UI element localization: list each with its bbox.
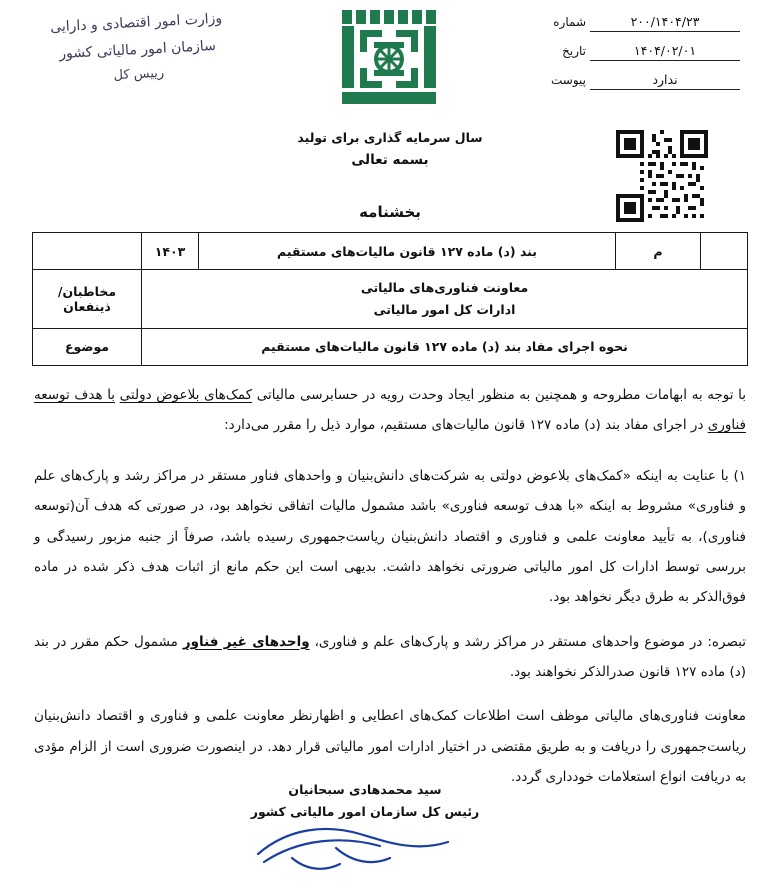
cell-subject-heading: بند (د) ماده ۱۲۷ قانون مالیات‌های مستقیم (199, 233, 616, 270)
cell-year-spacer (33, 233, 142, 270)
cell-year: ۱۴۰۳ (142, 233, 199, 270)
audience-line-1: معاونت فناوری‌های مالیاتی (360, 280, 529, 295)
signature-block (0, 782, 780, 882)
paragraph-note (34, 627, 746, 688)
cell-classification: م (616, 233, 701, 270)
header-field-number-label: شماره (553, 15, 586, 29)
organization-logo (335, 8, 445, 108)
audience-line-2: ادارات کل امور مالیاتی (373, 301, 516, 317)
table-row (33, 328, 748, 365)
intro-underline-2: با هدف توسعه فناوری (34, 387, 746, 434)
signatory-title: رئیس کل سازمان امور مالیاتی کشور (250, 804, 480, 819)
header-field-number-value: ۲۰۰/۱۴۰۴/۲۳ (590, 14, 740, 32)
intro-underline-1: کمک‌های بلاعوض دولتی (119, 387, 253, 403)
header-field-number (540, 14, 740, 32)
header-field-date-label: تاریخ (562, 44, 586, 58)
header-field-attachment-value: ندارد (590, 72, 740, 90)
document-body (34, 380, 746, 807)
basmala: بسمه تعالی (351, 152, 429, 168)
year-slogan: سال سرمایه گذاری برای تولید (297, 130, 483, 145)
paragraph-clause-1: ۱) با عنایت به اینکه «کمک‌های بلاعوض دولتی به شرکت‌های دانش‌بنیان و واحدهای فناور مستقر در مراکز رشد و پارک‌های علم و فناوری» مشروط به اینکه «با هدف توسعه فناوری» باشد مشمول مالیات اتفاقی نخواهد بود، در صورتی که هدف آن(توسعه فناوری)، به تأیید معاونت علمی و فناوری و اقتصاد دانش‌بنیان ریاست‌جمهوری رسیده باشد، صرفاً از جنبه مزبور رسیدگی و بررسی توسط ادارات کل امور مالیاتی ضرورتی نخواهد داشت. بدیهی است این حکم مانع از اثبات هدف ذکر شده در ماده فوق‌الذکر به طرق دیگر نخواهد بود. (34, 467, 746, 606)
intro-part-3: در اجرای مفاد بند (د) ماده ۱۲۷ قانون مالیات‌های مستقیم، موارد ذیل را مقرر می‌دارد: (224, 417, 708, 434)
ministry-stamp-line-2: سازمان امور مالیاتی کشور (58, 37, 217, 62)
note-part-1: تبصره: در موضوع واحدهای مستقر در مراکز رشد و پارک‌های علم و فناوری، (309, 633, 746, 650)
paragraph-intro (34, 380, 746, 441)
header-field-date-value: ۱۴۰۴/۰۲/۰۱ (590, 43, 740, 61)
cell-subject-label: موضوع (33, 328, 142, 365)
cell-subject-value (142, 328, 748, 365)
ministry-stamp-line-1: وزارت امور اقتصادی و دارایی (49, 10, 223, 36)
subject-line-1: نحوه اجرای مفاد بند (د) ماده ۱۲۷ قانون مالیات‌های مستقیم (261, 338, 628, 354)
note-underline: واحدهای غیر فناور (182, 633, 310, 650)
document-type-title: بخشنامه (359, 203, 421, 221)
note-part-2: مشمول حکم مقرر در بند (د) ماده ۱۲۷ قانون صدرالذکر نخواهند بود. (34, 633, 746, 680)
intro-part-1: با توجه به ابهامات مطروحه و همچنین به منظور ایجاد وحدت رویه در حسابرسی مالیاتی (252, 387, 746, 403)
cell-classification-spacer (701, 233, 748, 270)
header-field-attachment (540, 72, 740, 90)
table-row (33, 270, 748, 329)
table-row (33, 233, 748, 270)
document-meta-table (32, 232, 748, 366)
paragraph-clause-3: معاونت فناوری‌های مالیاتی موظف است اطلاعات کمک‌های اعطایی و اظهارنظر معاونت علمی و فناوری و اقتصاد دانش‌بنیان ریاست‌جمهوری را دریافت و به طریق مقتضی در اختیار ادارات امور مالیاتی قرار دهد. در اینصورت ضروری است از الزام مؤدی به دریافت انواع استعلامات خودداری گردد. (34, 708, 746, 786)
document-header (0, 0, 780, 128)
header-field-date (540, 43, 740, 61)
header-reference-fields (540, 14, 740, 101)
ministry-stamp-line-3: رییس کل (113, 65, 165, 84)
cell-audience-value (142, 270, 748, 329)
cell-audience-label: مخاطبان/ ذینفعان (33, 270, 142, 329)
header-field-attachment-label: پیوست (551, 73, 586, 87)
handwritten-signature (240, 818, 480, 876)
signatory-name: سید محمدهادی سبحانیان (288, 782, 442, 797)
ministry-stamp (28, 4, 247, 93)
